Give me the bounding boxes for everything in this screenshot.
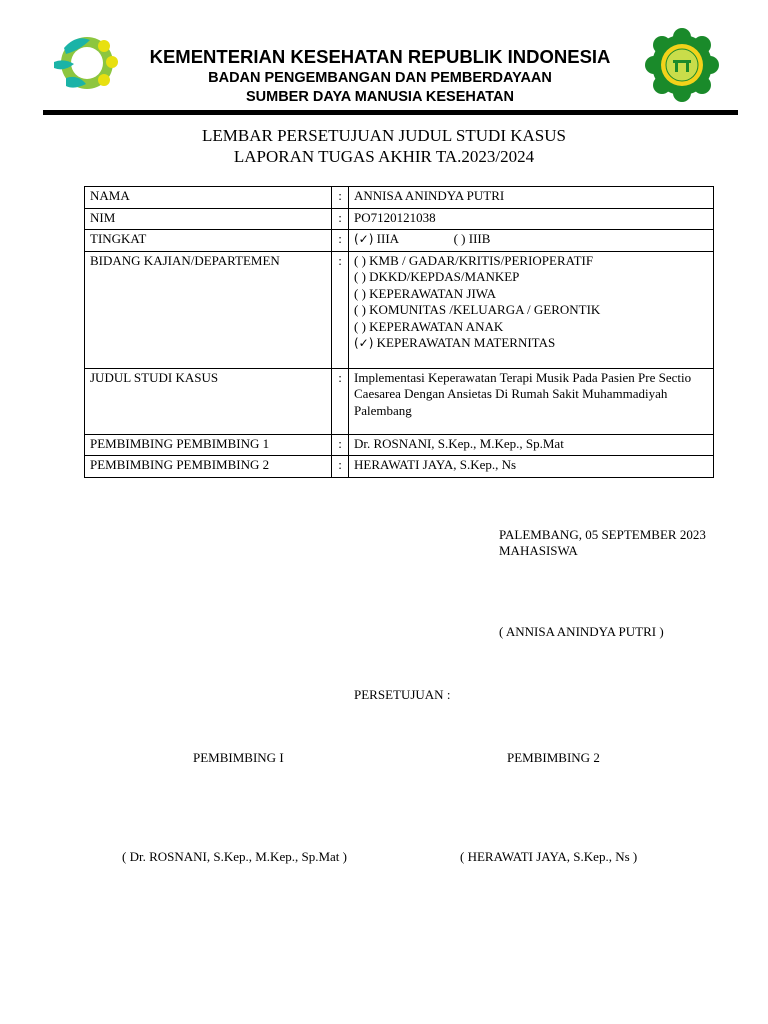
nim-value: PO7120121038 — [349, 208, 714, 230]
student-role: MAHASISWA — [499, 543, 578, 558]
option-text: KEPERAWATAN JIWA — [369, 285, 496, 301]
row-judul — [85, 368, 714, 434]
document-title: LEMBAR PERSETUJUAN JUDUL STUDI KASUS — [202, 126, 566, 145]
empty-check-box: ( ) — [354, 285, 366, 301]
colon: : — [332, 434, 349, 456]
pembimbing1-value: Dr. ROSNANI, S.Kep., M.Kep., Sp.Mat — [349, 434, 714, 456]
tingkat-option — [454, 231, 491, 246]
empty-check-box: ( ) — [354, 318, 366, 334]
empty-check-box: ( ) — [354, 302, 366, 317]
advisor-2-title: PEMBIMBING 2 — [507, 750, 600, 765]
row-nama — [85, 187, 714, 209]
bidang-label: BIDANG KAJIAN/DEPARTEMEN — [85, 251, 332, 368]
row-bidang — [85, 251, 714, 368]
header-line-1: KEMENTERIAN KESEHATAN REPUBLIK INDONESIA — [149, 46, 611, 67]
advisor-1-signature-name: ( Dr. ROSNANI, S.Kep., M.Kep., Sp.Mat ) — [122, 849, 347, 864]
advisor-1-title: PEMBIMBING I — [193, 750, 284, 765]
approval-form-table — [84, 186, 714, 478]
row-nim — [85, 208, 714, 230]
colon: : — [332, 187, 349, 209]
option-text: KEPERAWATAN ANAK — [369, 318, 504, 334]
pembimbing2-label: PEMBIMBING PEMBIMBING 2 — [85, 456, 332, 478]
row-pembimbing-1 — [85, 434, 714, 456]
document-subtitle: LAPORAN TUGAS AKHIR TA.2023/2024 — [233, 147, 535, 166]
nama-value: ANNISA ANINDYA PUTRI — [349, 187, 714, 209]
option-text: KOMUNITAS /KELUARGA / GERONTIK — [369, 302, 601, 317]
row-tingkat — [85, 230, 714, 252]
advisor-2-signature-name: ( HERAWATI JAYA, S.Kep., Ns ) — [460, 849, 638, 864]
option-text: DKKD/KEPDAS/MANKEP — [369, 269, 520, 284]
colon: : — [332, 208, 349, 230]
letterhead — [0, 0, 768, 120]
colon: : — [332, 230, 349, 252]
nim-label: NIM — [85, 208, 332, 230]
option-text: IIIA — [376, 231, 399, 246]
poltekkes-emblem-icon — [640, 28, 724, 102]
bidang-option — [354, 253, 708, 270]
approval-heading: PERSETUJUAN : — [354, 687, 451, 702]
option-text: KEPERAWATAN MATERNITAS — [376, 335, 556, 350]
check-mark-icon: (✓) — [354, 336, 374, 350]
judul-label: JUDUL STUDI KASUS — [85, 368, 332, 434]
tingkat-label: TINGKAT — [85, 230, 332, 252]
tingkat-option — [354, 231, 398, 246]
bidang-option — [354, 302, 708, 319]
empty-check-box: ( ) — [354, 269, 366, 284]
header-line-3: SUMBER DAYA MANUSIA KESEHATAN — [245, 89, 514, 105]
bidang-options — [349, 251, 714, 368]
colon: : — [332, 368, 349, 434]
check-mark-icon: (✓) — [354, 232, 374, 246]
row-pembimbing-2 — [85, 456, 714, 478]
empty-check-box: ( ) — [354, 252, 366, 268]
bidang-option — [354, 319, 708, 336]
student-signature-name: ( ANNISA ANINDYA PUTRI ) — [499, 624, 664, 639]
bidang-option — [354, 335, 708, 352]
judul-value: Implementasi Keperawatan Terapi Musik Pada Pasien Pre Sectio Caesarea Dengan Ansietas Di Rumah Sakit Muhammadiyah Palembang — [349, 368, 714, 434]
pembimbing1-label: PEMBIMBING PEMBIMBING 1 — [85, 434, 332, 456]
nama-label: NAMA — [85, 187, 332, 209]
empty-check-box: ( ) — [453, 231, 466, 246]
bidang-option — [354, 269, 708, 286]
header-line-2: BADAN PENGEMBANGAN DAN PEMBERDAYAAN — [208, 70, 552, 86]
bidang-option — [354, 286, 708, 303]
option-text: KMB / GADAR/KRITIS/PERIOPERATIF — [369, 252, 594, 268]
option-text: IIIB — [468, 231, 491, 246]
pembimbing2-value: HERAWATI JAYA, S.Kep., Ns — [349, 456, 714, 478]
header-divider — [43, 110, 738, 115]
colon: : — [332, 456, 349, 478]
place-date: PALEMBANG, 05 SEPTEMBER 2023 — [499, 527, 706, 542]
colon: : — [332, 251, 349, 368]
ministry-logo-icon — [46, 28, 126, 98]
tingkat-options — [349, 230, 714, 252]
